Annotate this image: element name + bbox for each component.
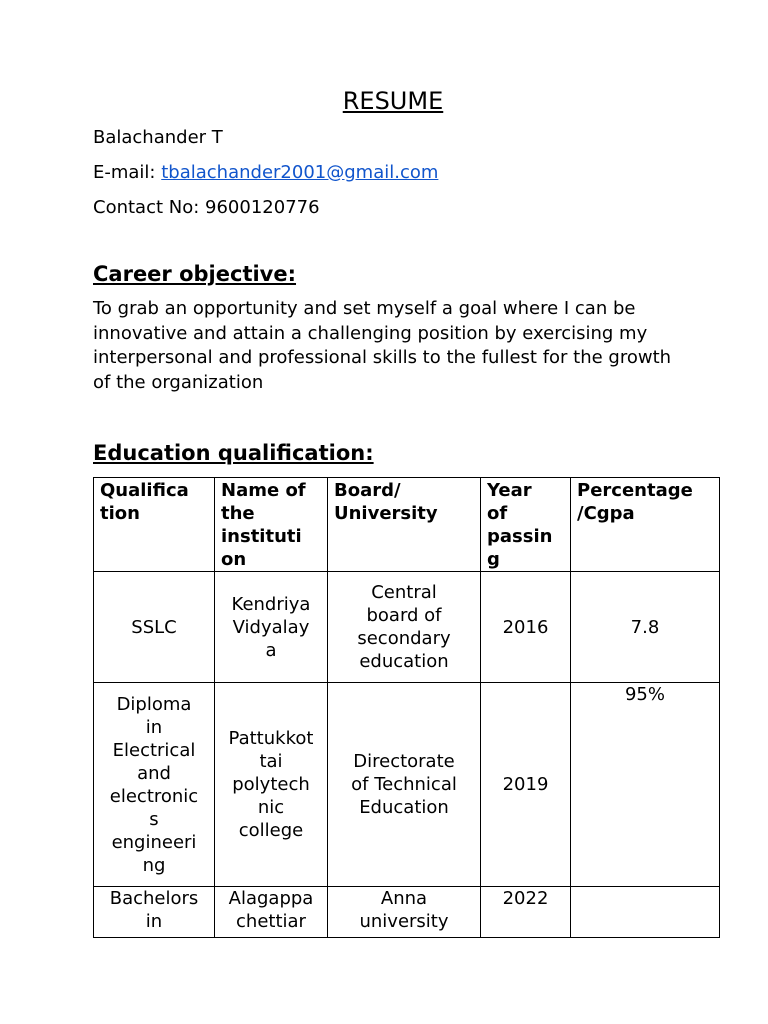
cell-score: 7.8 <box>571 572 720 683</box>
cell-board: Directorate of Technical Education <box>328 683 481 887</box>
contact-line <box>93 196 320 220</box>
cell-qualification: Diploma in Electrical and electronic s engineeri ng <box>94 683 215 887</box>
candidate-name: Balachander T <box>93 127 223 148</box>
cell-board: Central board of secondary education <box>328 572 481 683</box>
column-header-qualification: Qualifica tion <box>94 478 215 572</box>
cell-qualification: Bachelors in <box>94 887 215 938</box>
page-title: RESUME <box>342 87 444 115</box>
cell-score <box>571 887 720 938</box>
column-header-board: Board/ University <box>328 478 481 572</box>
cell-year: 2019 <box>481 683 571 887</box>
contact-label: Contact No: <box>93 197 206 218</box>
cell-score: 95% <box>571 683 720 887</box>
table-header-row <box>94 478 720 572</box>
email-line <box>93 161 438 185</box>
table-row <box>94 887 720 938</box>
cell-board: Anna university <box>328 887 481 938</box>
table-row <box>94 683 720 887</box>
column-header-institution: Name of the instituti on <box>215 478 328 572</box>
career-objective-heading: Career objective: <box>93 262 297 286</box>
education-table <box>93 477 720 938</box>
cell-qualification: SSLC <box>94 572 215 683</box>
cell-year: 2016 <box>481 572 571 683</box>
career-objective-text: To grab an opportunity and set myself a goal where I can be innovative and attain a challenging position by exercising my interpersonal and professional skills to the fullest for the growth of the organization <box>93 298 672 393</box>
cell-institution: Kendriya Vidyalay a <box>215 572 328 683</box>
email-label: E-mail: <box>93 162 162 183</box>
column-header-score: Percentage /Cgpa <box>571 478 720 572</box>
education-heading: Education qualification: <box>93 441 374 465</box>
cell-institution: Alagappa chettiar <box>215 887 328 938</box>
column-header-year: Year of passin g <box>481 478 571 572</box>
cell-institution: Pattukkot tai polytech nic college <box>215 683 328 887</box>
table-row <box>94 572 720 683</box>
cell-year: 2022 <box>481 887 571 938</box>
contact-number: 9600120776 <box>205 197 320 218</box>
email-link[interactable]: tbalachander2001@gmail.com <box>161 162 439 183</box>
